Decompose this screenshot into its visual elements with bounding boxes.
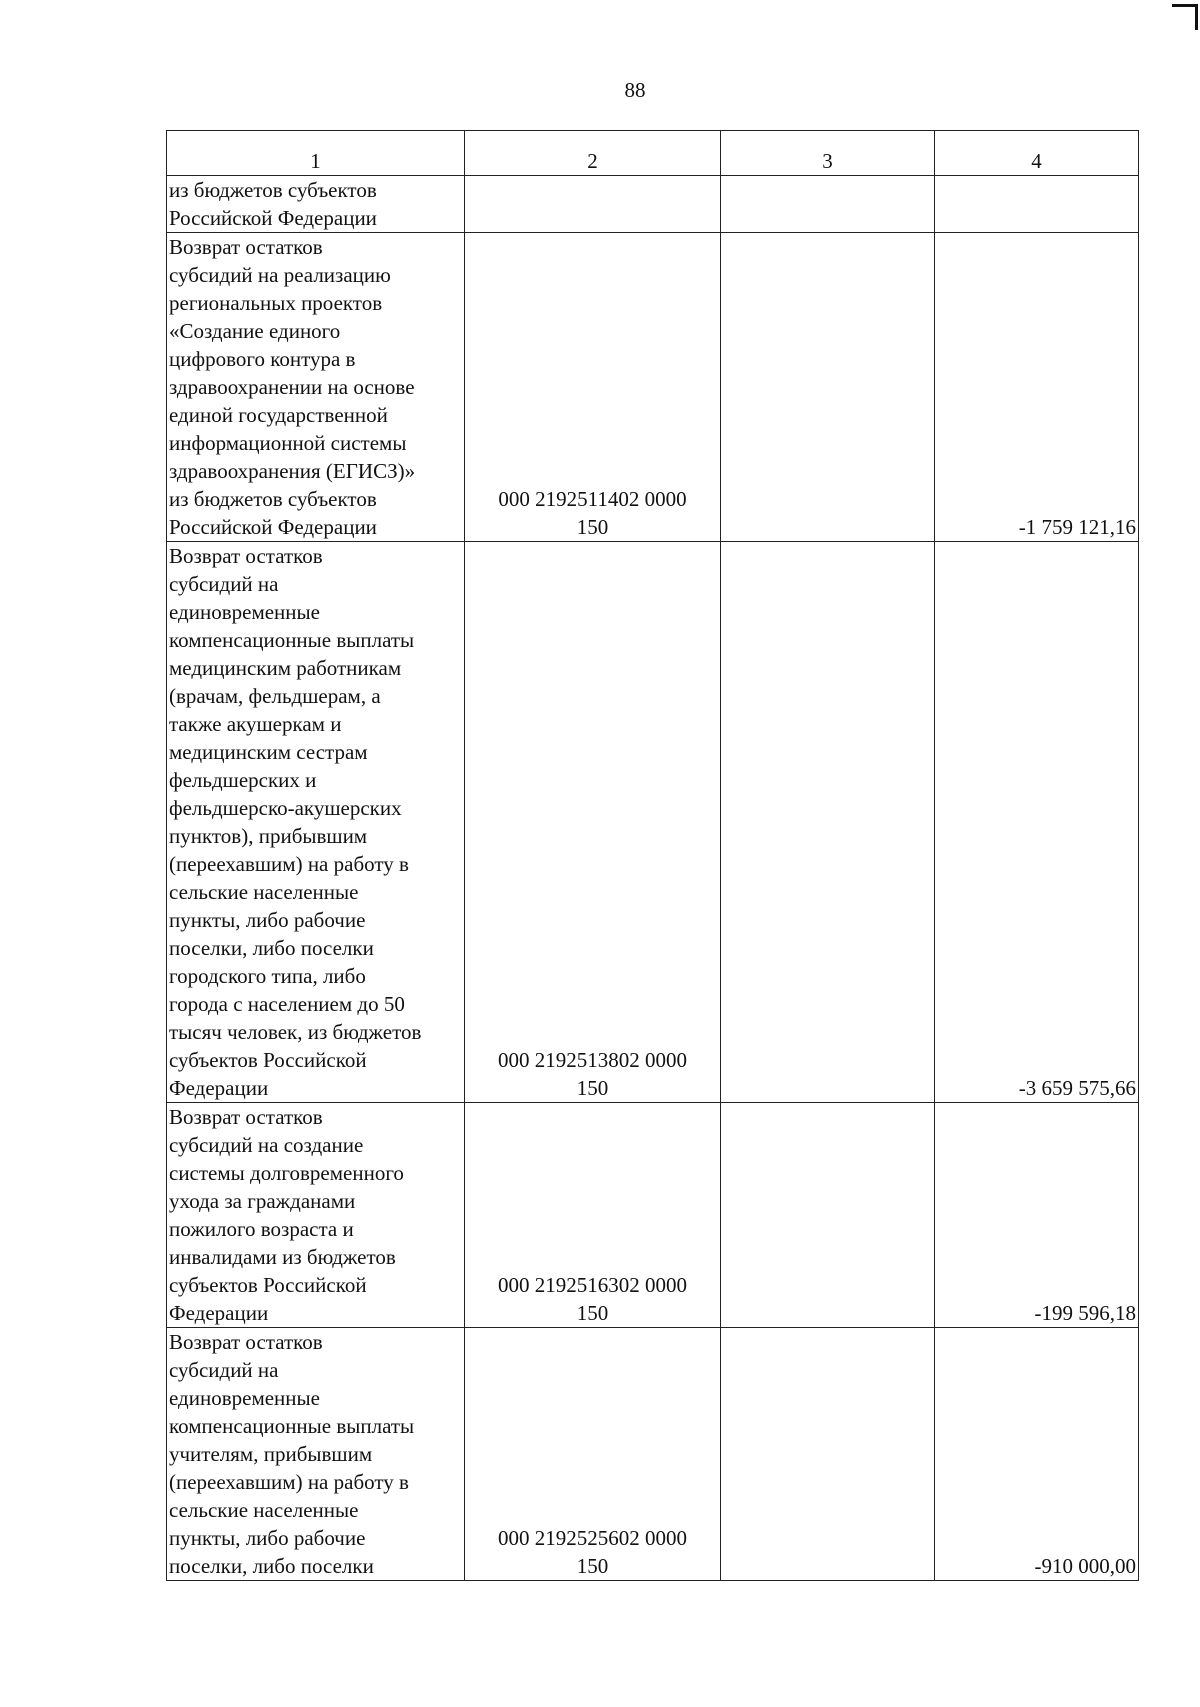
row-name: Возврат остатков субсидий на создание системы долговременного ухода за гражданами пожилого возраста и инвалидами из бюджетов субъектов Российской Федерации: [169, 1105, 404, 1325]
header-cell-3: 3: [721, 131, 935, 176]
budget-table: [166, 130, 1139, 1581]
row-col3-cell: [721, 176, 935, 233]
row-code-cell: [465, 176, 721, 233]
row-code-cell: [465, 1103, 721, 1328]
row-name-cell: [167, 1103, 465, 1328]
table-row: [167, 1328, 1139, 1581]
row-code-cell: [465, 542, 721, 1103]
table-row: [167, 176, 1139, 233]
header-cell-4: 4: [935, 131, 1139, 176]
row-name: Возврат остатков субсидий на реализацию региональных проектов «Создание единого цифрового контура в здравоохранении на основе единой государственной информационной системы здравоохранения (ЕГИСЗ)» из бюджетов субъектов Российской Федерации: [169, 235, 416, 539]
table-row: [167, 542, 1139, 1103]
row-code: 000 2192511402 0000 150: [498, 487, 687, 539]
row-code: 000 2192525602 0000 150: [498, 1526, 687, 1578]
corner-mark: [1172, 4, 1198, 30]
row-col3-cell: [721, 1328, 935, 1581]
header-cell-1: 1: [167, 131, 465, 176]
table-row: [167, 233, 1139, 542]
row-name-cell: [167, 233, 465, 542]
row-name: Возврат остатков субсидий на единовременные компенсационные выплаты учителям, прибывшим (переехавшим) на работу в сельские населенные пункты, либо рабочие поселки, либо поселки: [169, 1330, 415, 1578]
row-amount-cell: -1 759 121,16: [935, 233, 1139, 542]
row-col3-cell: [721, 1103, 935, 1328]
row-code: 000 2192516302 0000 150: [498, 1273, 687, 1325]
row-code: 000 2192513802 0000 150: [498, 1048, 687, 1100]
table-header-row: [167, 131, 1139, 176]
row-amount-cell: [935, 176, 1139, 233]
row-amount-cell: -3 659 575,66: [935, 542, 1139, 1103]
row-code-cell: [465, 233, 721, 542]
row-name: из бюджетов субъектов Российской Федерации: [169, 178, 377, 230]
page-number: 88: [624, 78, 646, 102]
table-row: [167, 1103, 1139, 1328]
row-col3-cell: [721, 233, 935, 542]
row-name-cell: [167, 1328, 465, 1581]
row-amount-cell: -199 596,18: [935, 1103, 1139, 1328]
row-name-cell: [167, 176, 465, 233]
row-name-cell: [167, 542, 465, 1103]
row-amount-cell: -910 000,00: [935, 1328, 1139, 1581]
row-col3-cell: [721, 542, 935, 1103]
header-cell-2: 2: [465, 131, 721, 176]
row-name: Возврат остатков субсидий на единовременные компенсационные выплаты медицинским работникам (врачам, фельдшерам, а также акушеркам и медицинским сестрам фельдшерских и фельдшерско-акушерских пунктов), прибывшим (переехавшим) на работу в сельские населенные пункты, либо рабочие поселки, либо поселки городского типа, либо города с населением до 50 тысяч человек, из бюджетов субъектов Российской Федерации: [169, 544, 422, 1100]
row-code-cell: [465, 1328, 721, 1581]
